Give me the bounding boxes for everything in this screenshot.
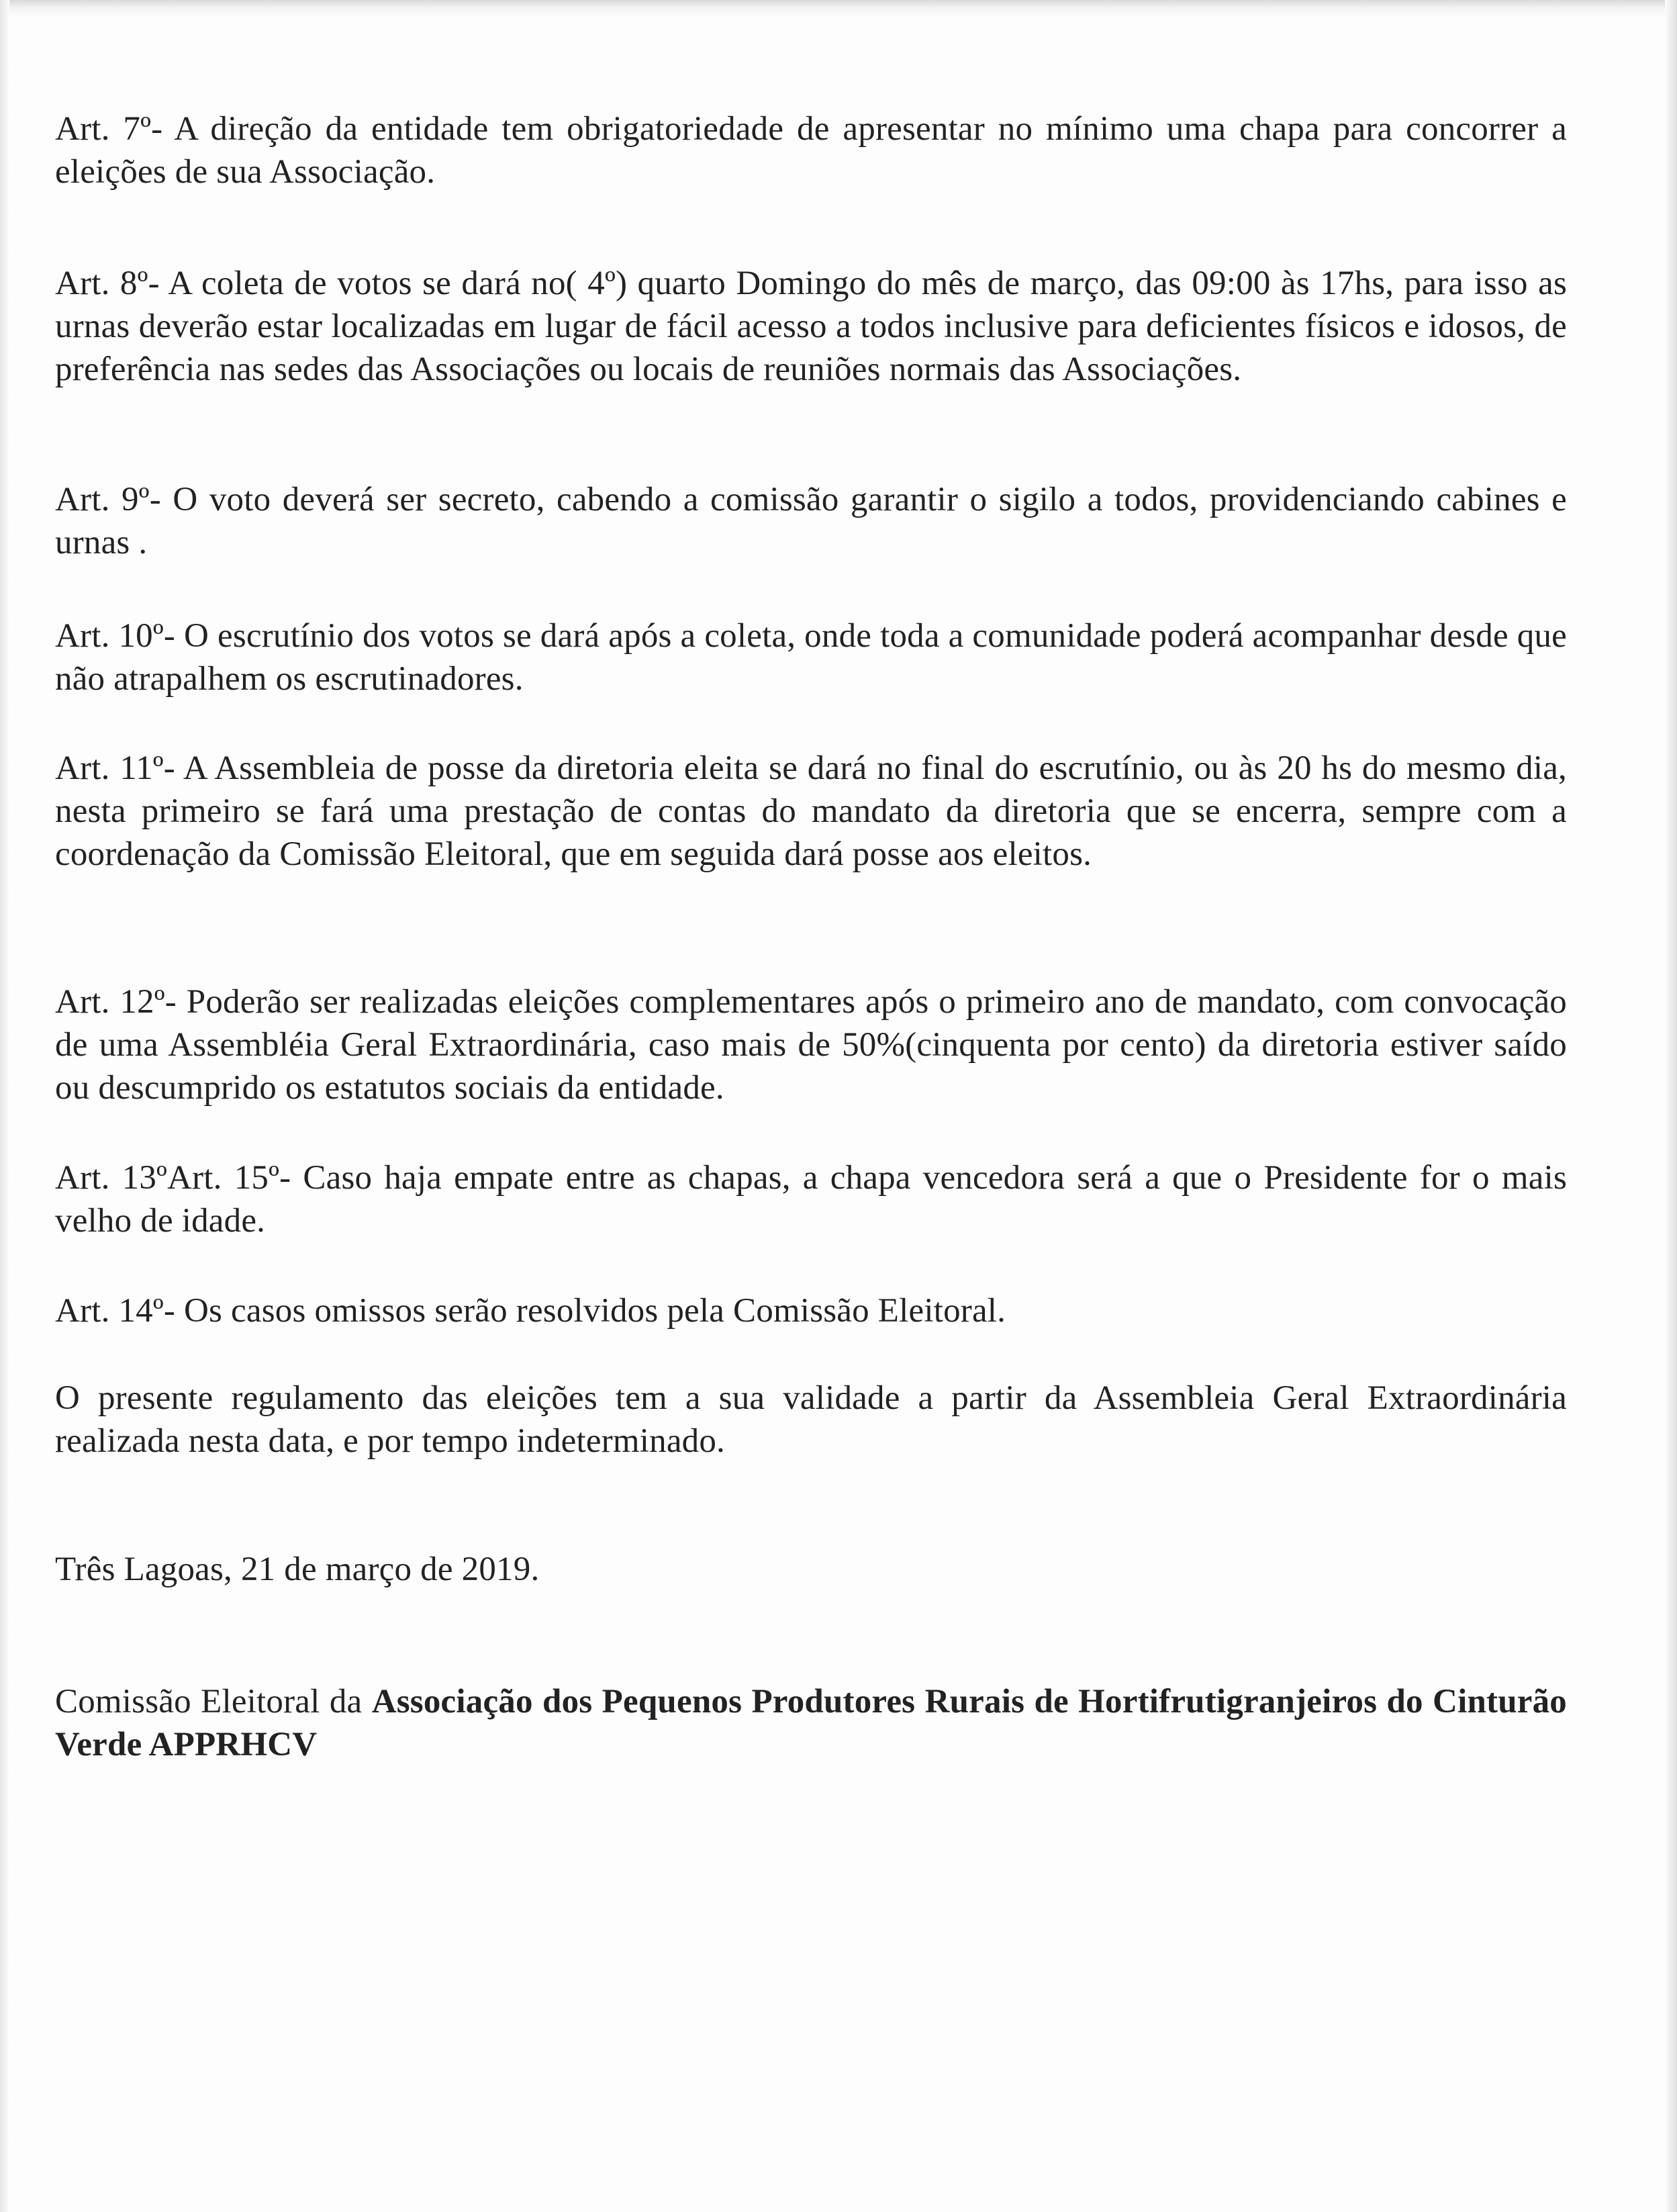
closing-statement bbox=[55, 1377, 1567, 1463]
article-12-text: Art. 12º- Poderão ser realizadas eleições complementares após o primeiro ano de mandato, com convocação de uma Assembléia Geral Extraordinária, caso mais de 50%(cinquenta por cento) da diretoria estiver saído ou descumprido os estatutos sociais da entidade. bbox=[55, 983, 1567, 1107]
place-date bbox=[55, 1548, 1567, 1591]
article-10-text: Art. 10º- O escrutínio dos votos se dará após a coleta, onde toda a comunidade poderá acompanhar desde que não atrapalhem os escrutinadores. bbox=[55, 617, 1567, 698]
article-10 bbox=[55, 614, 1567, 700]
article-11-text: Art. 11º- A Assembleia de posse da diretoria eleita se dará no final do escrutínio, ou às 20 hs do mesmo dia, nesta primeiro se fará uma prestação de contas do mandato da diretoria que se encerra, sempre com a coordenação da Comissão Eleitoral, que em seguida dará posse aos eleitos. bbox=[55, 749, 1567, 873]
organization-name: Associação dos Pequenos Produtores Rurais de Hortifrutigranjeiros do Cinturão Verde APPRHCV bbox=[55, 1683, 1567, 1763]
article-7-text: Art. 7º- A direção da entidade tem obrigatoriedade de apresentar no mínimo uma chapa para concorrer a eleições de sua Associação. bbox=[55, 110, 1567, 191]
article-12 bbox=[55, 980, 1567, 1109]
article-9-text: Art. 9º- O voto deverá ser secreto, cabendo a comissão garantir o sigilo a todos, providenciando cabines e urnas . bbox=[55, 481, 1567, 561]
closing-statement-text: O presente regulamento das eleições tem a sua validade a partir da Assembleia Geral Extraordinária realizada nesta data, e por tempo indeterminado. bbox=[55, 1379, 1567, 1460]
article-11 bbox=[55, 747, 1567, 876]
signature-block bbox=[55, 1680, 1567, 1766]
place-date-text: Três Lagoas, 21 de março de 2019. bbox=[55, 1551, 540, 1588]
article-13-text: Art. 13ºArt. 15º- Caso haja empate entre as chapas, a chapa vencedora será a que o Presidente for o mais velho de idade. bbox=[55, 1159, 1567, 1240]
signature-prefix: Comissão Eleitoral da bbox=[55, 1683, 372, 1720]
scan-left-shadow bbox=[0, 0, 9, 2212]
scan-right-shadow bbox=[1665, 0, 1677, 2212]
article-14-text: Art. 14º- Os casos omissos serão resolvidos pela Comissão Eleitoral. bbox=[55, 1292, 1006, 1330]
scan-top-shadow bbox=[0, 0, 1677, 17]
article-8 bbox=[55, 262, 1567, 391]
signature-text bbox=[55, 1680, 1567, 1766]
article-7 bbox=[55, 107, 1567, 193]
article-13 bbox=[55, 1156, 1567, 1242]
article-9 bbox=[55, 478, 1567, 564]
article-14 bbox=[55, 1289, 1567, 1332]
article-8-text: Art. 8º- A coleta de votos se dará no( 4º) quarto Domingo do mês de março, das 09:00 às 17hs, para isso as urnas deverão estar localizadas em lugar de fácil acesso a todos inclusive para deficientes físicos e idosos, de preferência nas sedes das Associações ou locais de reuniões normais das Associações. bbox=[55, 265, 1567, 388]
